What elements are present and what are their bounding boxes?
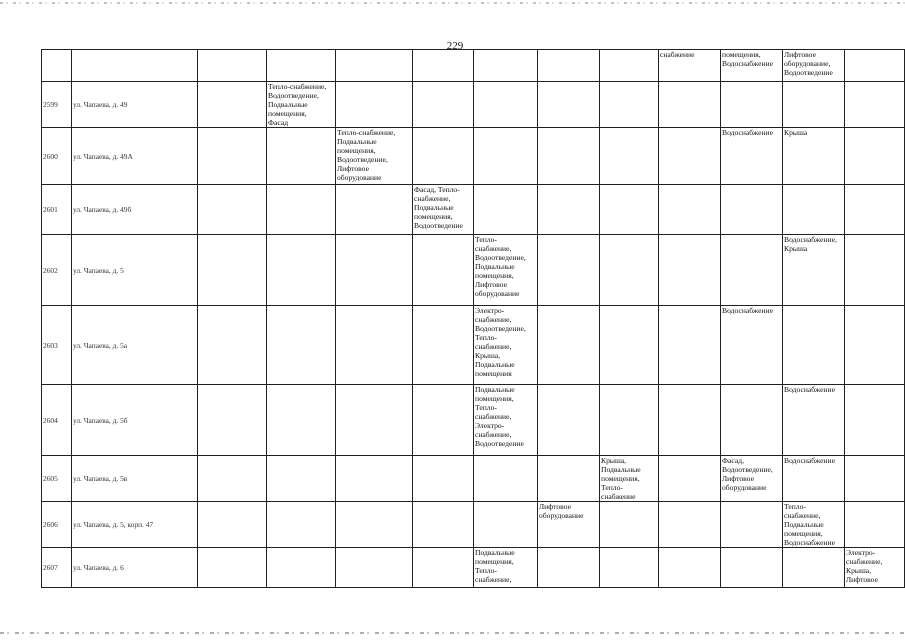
table-cell (783, 128, 845, 185)
table-cell (198, 235, 267, 306)
table-cell (721, 82, 783, 128)
table-row (42, 502, 905, 548)
table-cell (600, 456, 659, 502)
table-cell (336, 456, 413, 502)
table-cell (267, 306, 336, 385)
cell-text: Водоснабжение (722, 306, 773, 315)
table-cell (600, 385, 659, 456)
table-cell (721, 306, 783, 385)
cell-text: Крыша, Подвальные помещения, Тепло- снабжение (601, 456, 641, 501)
cell-text: Водоснабжение (784, 385, 835, 394)
cell-text: Тепло- снабжение, Подвальные помещения, Водоснабжение (784, 502, 835, 547)
table-cell (336, 50, 413, 82)
table-cell (474, 82, 538, 128)
table-cell (721, 385, 783, 456)
cell-text: Тепло- снабжение, Водоотведение, Подвальные помещения, Лифтовое оборудование (475, 235, 526, 298)
row-number: 2601 (42, 185, 72, 235)
row-number: 2606 (42, 502, 72, 548)
table-cell (659, 82, 721, 128)
table-cell (198, 185, 267, 235)
cell-text: Лифтовое оборудование (539, 502, 584, 520)
table-cell (845, 235, 905, 306)
table-cell (474, 502, 538, 548)
table-cell (198, 385, 267, 456)
table-cell (267, 456, 336, 502)
table-cell (336, 502, 413, 548)
table-cell (538, 50, 600, 82)
table-cell (783, 456, 845, 502)
table-cell (721, 128, 783, 185)
table-cell (845, 128, 905, 185)
table-cell (198, 548, 267, 588)
table-cell (721, 185, 783, 235)
table-cell (267, 502, 336, 548)
table-cell (267, 548, 336, 588)
row-number: 2599 (42, 82, 72, 128)
table-cell (783, 385, 845, 456)
address-cell: ул. Чапаева, д. 49 (72, 82, 198, 128)
table-cell (538, 502, 600, 548)
cell-text: Лифтовое оборудование, Водоотведение (784, 50, 833, 77)
table-cell (659, 548, 721, 588)
table-cell (845, 50, 905, 82)
cell-text: Водоснабжение (722, 128, 773, 137)
table-cell (267, 128, 336, 185)
table-cell (413, 82, 474, 128)
table-row (42, 548, 905, 588)
table-cell (659, 128, 721, 185)
cell-text: Водоснабжение, Крыша (784, 235, 837, 253)
table-cell (721, 456, 783, 502)
cell-text: Подвальные помещения, Тепло- снабжение, (475, 548, 515, 584)
table-cell (600, 185, 659, 235)
address-cell: ул. Чапаева, д. 6 (72, 548, 198, 588)
table-cell (845, 185, 905, 235)
table-cell (845, 548, 905, 588)
table-cell (413, 456, 474, 502)
table-cell (538, 128, 600, 185)
row-number: 2604 (42, 385, 72, 456)
table-cell (42, 50, 72, 82)
table-cell (659, 385, 721, 456)
table-cell (336, 235, 413, 306)
table-cell (845, 385, 905, 456)
table-cell (783, 50, 845, 82)
table-cell (721, 548, 783, 588)
cell-text: Тепло-снабжение, Подвальные помещения, Водоотведение, Лифтовое оборудование (337, 128, 396, 182)
table-cell (845, 502, 905, 548)
cell-text: снабжение (660, 50, 695, 59)
works-table (41, 49, 905, 588)
table-cell (267, 185, 336, 235)
table-cell (198, 50, 267, 82)
table-row (42, 385, 905, 456)
table-cell (659, 50, 721, 82)
table-cell (474, 235, 538, 306)
cell-text: Электро- снабжение, Водоотведение, Тепло- снабжение, Крыша, Подвальные помещения (475, 306, 526, 378)
row-number: 2602 (42, 235, 72, 306)
table-cell (413, 185, 474, 235)
table-cell (845, 82, 905, 128)
table-cell (538, 548, 600, 588)
table-cell (198, 306, 267, 385)
table-cell (659, 306, 721, 385)
address-cell: ул. Чапаева, д. 5а (72, 306, 198, 385)
table-cell (474, 548, 538, 588)
table-cell (600, 50, 659, 82)
table-cell (267, 235, 336, 306)
cell-text: Фасад, Тепло- снабжение, Подвальные помещения, Водоотведение (414, 185, 463, 230)
cell-text: Подвальные помещения, Тепло- снабжение, Электро- снабжение, Водоотведение (475, 385, 524, 448)
table-cell (538, 385, 600, 456)
table-row (42, 235, 905, 306)
table-cell (783, 235, 845, 306)
cell-text: помещения, Водоснабжение (722, 50, 773, 68)
table-cell (413, 385, 474, 456)
page-number: 229 (446, 40, 464, 52)
table-cell (474, 306, 538, 385)
table-cell (538, 185, 600, 235)
table-cell (474, 185, 538, 235)
table-cell (198, 82, 267, 128)
table-cell (336, 128, 413, 185)
row-number: 2600 (42, 128, 72, 185)
table-cell (538, 235, 600, 306)
table-cell (659, 235, 721, 306)
table-cell (474, 456, 538, 502)
table-cell (659, 502, 721, 548)
table-cell (474, 50, 538, 82)
table-cell (198, 502, 267, 548)
table-cell (783, 306, 845, 385)
table-row (42, 456, 905, 502)
table-cell (600, 502, 659, 548)
table-cell (600, 548, 659, 588)
table-cell (600, 82, 659, 128)
address-cell: ул. Чапаева, д. 5в (72, 456, 198, 502)
table-cell (783, 502, 845, 548)
table-cell (413, 235, 474, 306)
table-row (42, 82, 905, 128)
row-number: 2605 (42, 456, 72, 502)
table-cell (783, 185, 845, 235)
address-cell: ул. Чапаева, д. 5б (72, 385, 198, 456)
table-cell (538, 82, 600, 128)
table-cell (413, 50, 474, 82)
row-number: 2603 (42, 306, 72, 385)
table-cell (538, 456, 600, 502)
address-cell: ул. Чапаева, д. 5, корп. 47 (72, 502, 198, 548)
table-cell (721, 50, 783, 82)
scan-noise-top (0, 2, 905, 4)
table-cell (336, 82, 413, 128)
table-cell (413, 502, 474, 548)
cell-text: Крыша (784, 128, 808, 137)
table-cell (336, 185, 413, 235)
table-cell (413, 548, 474, 588)
address-cell: ул. Чапаева, д. 49А (72, 128, 198, 185)
table-cell (474, 385, 538, 456)
table-cell (474, 128, 538, 185)
cell-text: Фасад, Водоотведение, Лифтовое оборудование (722, 456, 773, 492)
cell-text: Водоснабжение (784, 456, 835, 465)
table-cell (538, 306, 600, 385)
cell-text: Тепло-снабжение, Водоотведение, Подвальные помещения, Фасад (268, 82, 327, 127)
address-cell: ул. Чапаева, д. 49б (72, 185, 198, 235)
table-row-continued (42, 50, 905, 82)
table-cell (198, 128, 267, 185)
table-cell (267, 50, 336, 82)
cell-text: Электро- снабжение, Крыша, Лифтовое (846, 548, 883, 584)
table-cell (659, 456, 721, 502)
table-cell (721, 502, 783, 548)
table-row (42, 306, 905, 385)
table-cell (600, 235, 659, 306)
scan-noise-bottom (0, 632, 905, 634)
table-cell (413, 128, 474, 185)
table-cell (336, 385, 413, 456)
row-number: 2607 (42, 548, 72, 588)
table-cell (721, 235, 783, 306)
table-cell (600, 306, 659, 385)
table-cell (783, 548, 845, 588)
address-cell: ул. Чапаева, д. 5 (72, 235, 198, 306)
table-cell (413, 306, 474, 385)
table-cell (600, 128, 659, 185)
table-cell (336, 306, 413, 385)
table-cell (72, 50, 198, 82)
table-row (42, 128, 905, 185)
table-cell (267, 82, 336, 128)
table-cell (267, 385, 336, 456)
table-cell (336, 548, 413, 588)
table-cell (198, 456, 267, 502)
table-cell (783, 82, 845, 128)
table-cell (659, 185, 721, 235)
table-cell (845, 306, 905, 385)
table-row (42, 185, 905, 235)
table-cell (845, 456, 905, 502)
